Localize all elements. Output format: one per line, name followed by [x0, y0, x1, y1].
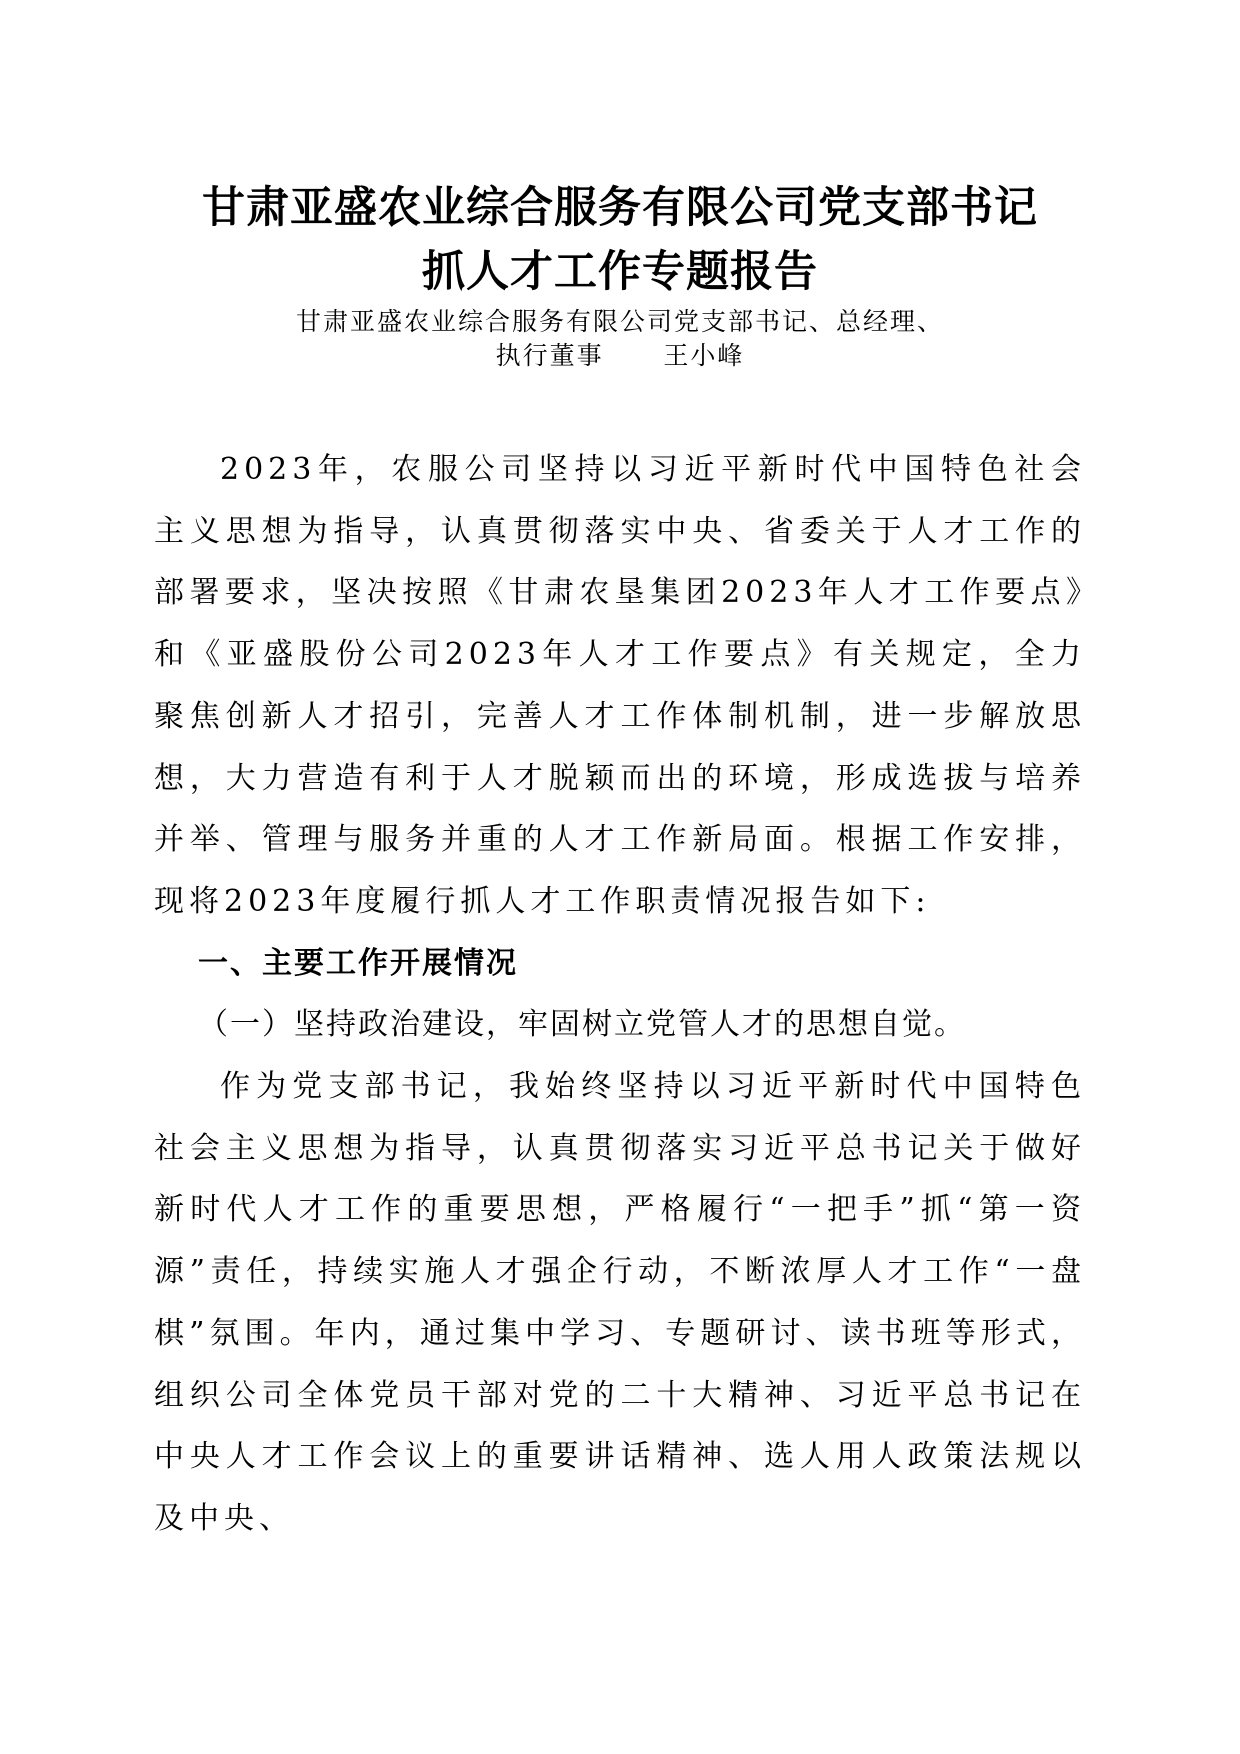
- author-line-2: 执行董事 王小峰: [495, 341, 745, 370]
- document-body: [154, 439, 1086, 1550]
- author-byline: [0, 305, 1240, 373]
- title-line-2: 抓人才工作专题报告: [422, 247, 818, 297]
- document-title: [0, 176, 1240, 304]
- section-heading-main-work: 一、主要工作开展情况: [198, 945, 518, 981]
- subsection-heading-political-construction: （一）坚持政治建设，牢固树立党管人才的思想自觉。: [198, 1007, 966, 1043]
- author-line-1: 甘肃亚盛农业综合服务有限公司党支部书记、总经理、: [295, 307, 944, 336]
- title-line-1: 甘肃亚盛农业综合服务有限公司党支部书记: [202, 183, 1038, 233]
- paragraph-secretary-duties: 作为党支部书记，我始终坚持以习近平新时代中国特色社会主义思想为指导，认真贯彻落实习近平总书记关于做好新时代人才工作的重要思想，严格履行“一把手”抓“第一资源”责任，持续实施人才强企行动，不断浓厚人才工作“一盘棋”氛围。年内，通过集中学习、专题研讨、读书班等形式，组织公司全体党员干部对党的二十大精神、习近平总书记在中央人才工作会议上的重要讲话精神、选人用人政策法规以及中央、: [154, 1069, 1086, 1536]
- paragraph-intro: 2023年，农服公司坚持以习近平新时代中国特色社会主义思想为指导，认真贯彻落实中央、省委关于人才工作的部署要求，坚决按照《甘肃农垦集团2023年人才工作要点》和《亚盛股份公司2023年人才工作要点》有关规定，全力聚焦创新人才招引，完善人才工作体制机制，进一步解放思想，大力营造有利于人才脱颖而出的环境，形成选拔与培养并举、管理与服务并重的人才工作新局面。根据工作安排，现将2023年度履行抓人才工作职责情况报告如下:: [154, 452, 1086, 919]
